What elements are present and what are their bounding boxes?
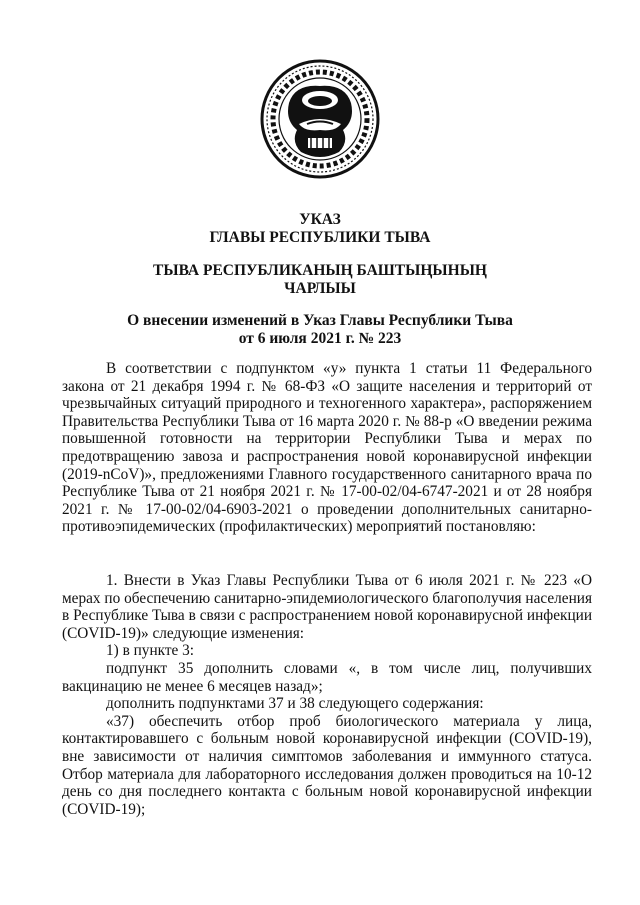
decree-heading-russian <box>60 211 580 247</box>
emblem-seal <box>259 58 381 180</box>
paragraph: подпункт 35 дополнить словами «, в том числе лиц, получивших вакцинацию не менее 6 месяцев назад»; <box>62 659 592 695</box>
decree-title <box>60 312 580 348</box>
decree-heading-tuvan <box>60 262 580 298</box>
tuvan-decree-word: ЧАРЛЫЫ <box>284 280 356 297</box>
paragraph: 1. Внести в Указ Главы Республики Тыва от 6 июля 2021 г. № 223 «О мерах по обеспечению санитарно-эпидемиологического благополучия населения в Республике Тыва в связи с распространением новой коронавирусной инфекции (COVID-19)» следующие изменения: <box>62 572 592 642</box>
paragraph: дополнить подпунктами 37 и 38 следующего содержания: <box>106 695 484 713</box>
paragraph: 1) в пункте 3: <box>106 642 195 660</box>
paragraph: «37) обеспечить отбор проб биологического материала у лица, контактировавшего с больным новой коронавирусной инфекции (COVID-19), вне зависимости от наличия симптомов заболевания и иммунного статуса. Отбор материала для лабораторного исследования должен проводиться на 10-12 день со дня последнего контакта с больным новой коронавирусной инфекции (COVID-19); <box>62 712 592 818</box>
decree-word: УКАЗ <box>299 211 341 228</box>
title-line-2: от 6 июля 2021 г. № 223 <box>238 330 402 347</box>
decree-body <box>62 572 592 818</box>
preamble <box>62 360 592 536</box>
tuvan-issuer: ТЫВА РЕСПУБЛИКАНЫҢ БАШТЫҢЫНЫҢ <box>153 262 487 279</box>
title-line-1: О внесении изменений в Указ Главы Республики Тыва <box>127 312 513 329</box>
decree-issuer: ГЛАВЫ РЕСПУБЛИКИ ТЫВА <box>209 229 431 246</box>
preamble-text: В соответствии с подпунктом «у» пункта 1 статьи 11 Федерального закона от 21 декабря 1994 г. № 68-ФЗ «О защите населения и территорий от чрезвычайных ситуаций природного и техногенного характера», распоряжением Правительства Республики Тыва от 16 марта 2020 г. № 88-р «О введении режима повышенной готовности на территории Республики Тыва и мерах по предотвращению завоза и распространения новой коронавирусной инфекции (2019-nCoV)», предложениями Главного государственного санитарного врача по Республике Тыва от 21 ноября 2021 г. № 17-00-02/04-6747-2021 и от 28 ноября 2021 г. № 17-00-02/04-6903-2021 о проведении дополнительных санитарно-противоэпидемических (профилактических) мероприятий постановляю: <box>62 360 592 536</box>
